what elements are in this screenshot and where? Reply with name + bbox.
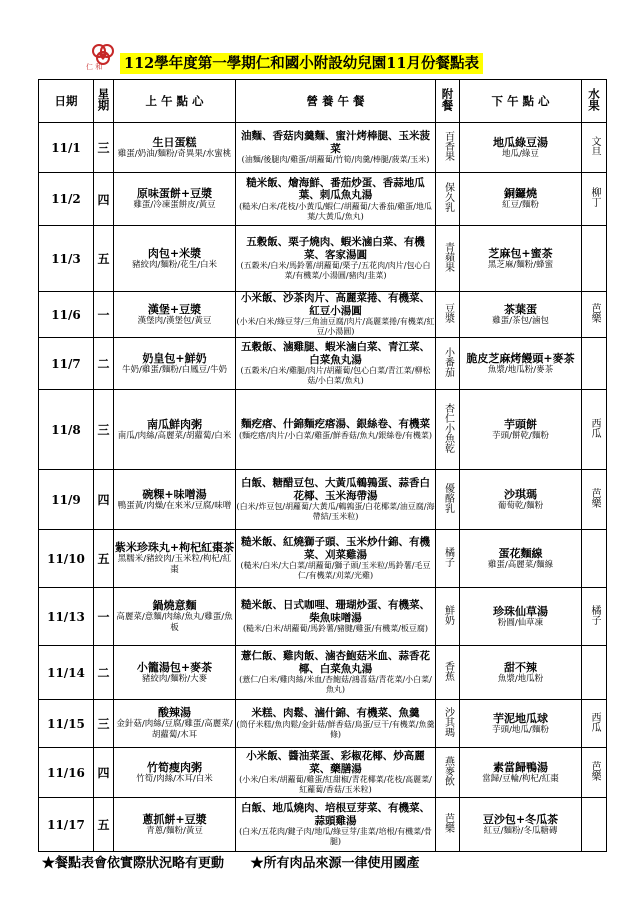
lunch-ingredients: (五穀米/白米/雞腿/肉片/胡蘿蔔/包心白菜/青江菜/柳松菇/小白菜/魚丸) <box>240 366 431 385</box>
cell-side: 小番茄 <box>436 338 460 390</box>
page-header <box>0 0 640 82</box>
cell-fruit <box>582 530 607 588</box>
cell-date: 11/9 <box>39 470 94 530</box>
lunch-ingredients: (糙米/白米/花枝/小黃瓜/蝦仁/胡蘿蔔/大番茄/雞蛋/地瓜葉/大黃瓜/魚丸) <box>239 201 432 221</box>
cell-pm-snack <box>460 530 582 588</box>
cell-pm-snack <box>460 748 582 798</box>
cell-date: 11/17 <box>39 798 94 852</box>
cell-pm-snack <box>460 226 582 292</box>
cell-date: 11/7 <box>39 338 94 390</box>
lunch-ingredients: (麵疙瘩/肉片/小白菜/雞蛋/鮮香菇/魚丸/銀絲卷/有機菜) <box>238 430 433 440</box>
cell-am-snack <box>114 470 236 530</box>
table-row <box>39 798 607 852</box>
cell-am-snack <box>114 646 236 700</box>
cell-fruit: 西瓜 <box>582 700 607 748</box>
lunch-dishes: 五穀飯、栗子燒肉、蝦米滷白菜、有機菜、客家湯圓 <box>246 236 425 261</box>
lunch-ingredients: (白米/炸豆包/胡蘿蔔/大黃瓜/鵪鶉蛋/白花椰菜/油豆腐/海帶結/玉米粒) <box>236 502 435 521</box>
cell-side: 優酪乳 <box>436 470 460 530</box>
cell-side: 百香果 <box>436 123 460 173</box>
cell-day: 一 <box>94 588 114 646</box>
cell-lunch <box>236 470 436 530</box>
cell-pm-snack <box>460 588 582 646</box>
lunch-dishes: 米糕、肉鬆、滷什錦、有機菜、魚羹 <box>251 707 420 720</box>
cell-day: 五 <box>94 798 114 852</box>
cell-am-snack <box>114 700 236 748</box>
cell-date: 11/3 <box>39 226 94 292</box>
lunch-dishes: 小米飯、醬油菜蛋、彩椒花椰、炒高麗菜、藥膳湯 <box>246 750 425 775</box>
am-snack-name: 漢堡+豆漿 <box>147 302 202 316</box>
footer-note-2: ★所有肉品來源一律使用國產 <box>250 856 420 871</box>
pm-snack-ingredients: 芋頭/地瓜/麵粉 <box>492 724 549 735</box>
menu-table <box>38 79 607 852</box>
lunch-dishes: 薏仁飯、雞肉飯、滷杏鮑菇米血、蒜香花椰、白菜魚丸湯 <box>241 650 430 675</box>
cell-day: 一 <box>94 292 114 338</box>
pm-snack-name: 地瓜綠豆湯 <box>493 135 548 149</box>
lunch-ingredients: (白米/五花肉/鍵子肉/地瓜/綠豆芽/韭菜/培根/有機菜/骨腿) <box>239 827 432 846</box>
pm-snack-name: 沙琪瑪 <box>504 487 537 501</box>
am-snack-ingredients: 豬絞肉/麵粉/花生/白米 <box>131 259 218 270</box>
cell-fruit: 西瓜 <box>582 390 607 470</box>
am-snack-name: 酸辣湯 <box>158 706 191 719</box>
am-snack-name: 紫米珍珠丸+枸杞紅棗茶 <box>114 541 235 554</box>
menu-body <box>39 123 607 852</box>
pm-snack-ingredients: 魚漿/地瓜粉/麥茶 <box>487 364 554 375</box>
header-day: 星期 <box>94 80 114 123</box>
cell-side: 沙其瑪 <box>436 700 460 748</box>
cell-pm-snack <box>460 123 582 173</box>
pm-snack-name: 芋頭餅 <box>504 417 537 431</box>
lunch-ingredients: (五穀米/白米/馬鈴薯/胡蘿蔔/栗子/五花肉/肉片/包心白菜/有機菜/小湯圓/豬肉/韭菜) <box>240 261 431 280</box>
table-row <box>39 123 607 173</box>
cell-pm-snack <box>460 390 582 470</box>
header-pm-snack: 下 午 點 心 <box>460 80 582 123</box>
lunch-ingredients: (筒仔米糕/魚肉鬆/金針菇/鮮香菇/鳥蛋/豆干/有機菜/魚羹條) <box>236 719 435 739</box>
pm-snack-name: 脆皮芝麻烤饅頭+麥茶 <box>466 351 575 365</box>
lunch-dishes: 糙米飯、紅燒獅子頭、玉米炒什錦、有機菜、刈菜雞湯 <box>241 536 430 561</box>
lunch-dishes: 白飯、糖醋豆包、大黃瓜鵪鶉蛋、蒜香白花椰、玉米海帶湯 <box>241 477 430 502</box>
pm-snack-ingredients: 芋頭/餅乾/麵粉 <box>492 430 549 441</box>
cell-lunch <box>236 588 436 646</box>
am-snack-ingredients: 雞蛋/奶油/麵粉/奇異果/水蜜桃 <box>117 148 232 159</box>
lunch-dishes: 五穀飯、滷雞腿、蝦米滷白菜、青江菜、白菜魚丸湯 <box>241 341 430 366</box>
table-row <box>39 588 607 646</box>
cell-pm-snack <box>460 700 582 748</box>
cell-side: 保久乳 <box>436 173 460 226</box>
lunch-ingredients: (小米/白米/胡蘿蔔/雞蛋/紅甜椒/青花椰菜/花枝/高麗菜/紅蘿蔔/香菇/玉米粒) <box>239 775 432 794</box>
am-snack-name: 碗粿+味噌湯 <box>142 487 207 501</box>
pm-snack-name: 素當歸鴨湯 <box>493 760 548 774</box>
pm-snack-ingredients: 雞蛋/高麗菜/麵線 <box>487 559 554 570</box>
cell-lunch <box>236 390 436 470</box>
lunch-ingredients: (糙米/白米/胡蘿蔔/馬鈴薯/豬腱/雞蛋/有機菜/板豆腐) <box>242 624 429 633</box>
header-am-snack: 上 午 點 心 <box>114 80 236 123</box>
page-title: 112學年度第一學期仁和國小附設幼兒園11月份餐點表 <box>120 53 483 74</box>
lunch-dishes: 糙米飯、燴海鮮、番茄炒蛋、香蒜地瓜葉、刺瓜魚丸湯 <box>246 176 425 201</box>
cell-date: 11/10 <box>39 530 94 588</box>
table-row <box>39 173 607 226</box>
cell-lunch <box>236 292 436 338</box>
am-snack-ingredients: 竹筍/肉絲/木耳/白米 <box>136 773 213 784</box>
table-row <box>39 390 607 470</box>
table-row <box>39 338 607 390</box>
lunch-dishes: 白飯、地瓜燒肉、培根豆芽菜、有機菜、蒜頭雞湯 <box>241 802 430 827</box>
cell-am-snack <box>114 338 236 390</box>
am-snack-name: 奶皇包+鮮奶 <box>142 351 207 365</box>
footer-note-1: ★餐點表會依實際狀況略有更動 <box>42 856 225 871</box>
cell-am-snack <box>114 226 236 292</box>
am-snack-name: 肉包+米漿 <box>147 246 202 260</box>
cell-lunch <box>236 748 436 798</box>
cell-fruit: 柳丁 <box>582 173 607 226</box>
cell-am-snack <box>114 748 236 798</box>
cell-fruit <box>582 798 607 852</box>
cell-side: 杏仁小魚乾 <box>436 390 460 470</box>
cell-day: 二 <box>94 338 114 390</box>
cell-fruit: 橘子 <box>582 588 607 646</box>
am-snack-ingredients: 青蔥/麵粉/黃豆 <box>146 825 203 836</box>
pm-snack-name: 蛋花麵線 <box>498 546 543 560</box>
lunch-ingredients: (小米/白米/綠豆芽/三角油豆腐/肉片/高麗菜捲/有機菜/紅豆/小湯圓) <box>236 317 435 336</box>
cell-pm-snack <box>460 173 582 226</box>
table-row <box>39 292 607 338</box>
cell-side: 鮮奶 <box>436 588 460 646</box>
cell-day: 二 <box>94 646 114 700</box>
cell-pm-snack <box>460 798 582 852</box>
cell-pm-snack <box>460 338 582 390</box>
cell-date: 11/15 <box>39 700 94 748</box>
header-lunch: 營 養 午 餐 <box>236 80 436 123</box>
cell-day: 四 <box>94 748 114 798</box>
table-row <box>39 470 607 530</box>
pm-snack-name: 芝麻包+蜜茶 <box>488 246 553 260</box>
header-side: 附餐 <box>436 80 460 123</box>
cell-am-snack <box>114 530 236 588</box>
cell-fruit: 文旦 <box>582 123 607 173</box>
cell-side: 燕麥飲 <box>436 748 460 798</box>
am-snack-name: 小籠湯包+麥茶 <box>136 660 213 674</box>
lunch-ingredients: (糙米/白米/大白菜/胡蘿蔔/獅子頭/玉米粒/馬鈴薯/毛豆仁/有機菜/刈菜/光雞) <box>240 561 431 580</box>
pm-snack-name: 芋泥地瓜球 <box>493 711 548 725</box>
cell-am-snack <box>114 798 236 852</box>
cell-pm-snack <box>460 646 582 700</box>
am-snack-ingredients: 南瓜/肉絲/高麗菜/胡蘿蔔/白米 <box>117 430 232 441</box>
table-row <box>39 530 607 588</box>
am-snack-name: 蔥抓餅+豆漿 <box>142 812 207 826</box>
cell-lunch <box>236 530 436 588</box>
cell-fruit <box>582 226 607 292</box>
pm-snack-ingredients: 魚漿/地瓜粉 <box>497 673 544 684</box>
am-snack-name: 南瓜鮮肉粥 <box>147 417 202 431</box>
pm-snack-ingredients: 紅豆/麵粉/冬瓜糖磚 <box>483 825 558 836</box>
pm-snack-ingredients: 葡萄乾/麵粉 <box>497 500 544 511</box>
am-snack-ingredients: 高麗菜/意麵/肉絲/魚丸/雞蛋/魚板 <box>116 612 233 633</box>
cell-date: 11/16 <box>39 748 94 798</box>
cell-pm-snack <box>460 292 582 338</box>
cell-fruit <box>582 646 607 700</box>
cell-day: 四 <box>94 470 114 530</box>
cell-date: 11/14 <box>39 646 94 700</box>
cell-side: 橘子 <box>436 530 460 588</box>
cell-lunch <box>236 123 436 173</box>
header-date: 日期 <box>39 80 94 123</box>
pm-snack-ingredients: 紅豆/麵粉 <box>502 200 539 210</box>
cell-fruit: 芭樂 <box>582 292 607 338</box>
pm-snack-ingredients: 當歸/豆輪/枸杞/紅棗 <box>482 773 559 784</box>
cell-day: 三 <box>94 700 114 748</box>
pm-snack-name: 茶葉蛋 <box>504 302 537 316</box>
pm-snack-ingredients: 雞蛋/茶包/滷包 <box>492 315 549 326</box>
cell-am-snack <box>114 123 236 173</box>
cell-day: 三 <box>94 123 114 173</box>
pm-snack-name: 銅鑼燒 <box>504 187 537 200</box>
lunch-ingredients: (油麵/後腿肉/雞蛋/胡蘿蔔/竹筍/肉羹/棒腿/菠菜/玉米) <box>241 155 430 164</box>
am-snack-name: 竹筍瘦肉粥 <box>147 760 202 774</box>
cell-side: 芭樂 <box>436 798 460 852</box>
header-fruit: 水果 <box>582 80 607 123</box>
cell-day: 四 <box>94 173 114 226</box>
pm-snack-ingredients: 粉圓/仙草凍 <box>497 617 544 628</box>
am-snack-ingredients: 漢堡肉/漢堡包/黃豆 <box>137 315 212 326</box>
table-row <box>39 226 607 292</box>
table-header-row <box>39 80 607 123</box>
pm-snack-name: 珍珠仙草湯 <box>493 604 548 618</box>
cell-lunch <box>236 173 436 226</box>
cell-fruit: 芭樂 <box>582 748 607 798</box>
cell-date: 11/2 <box>39 173 94 226</box>
am-snack-name: 鍋燒意麵 <box>152 599 197 612</box>
pm-snack-name: 豆沙包+冬瓜茶 <box>482 812 559 826</box>
cell-lunch <box>236 646 436 700</box>
cell-side: 香蕉 <box>436 646 460 700</box>
cell-date: 11/1 <box>39 123 94 173</box>
cell-lunch <box>236 226 436 292</box>
footer-notes <box>42 852 420 871</box>
am-snack-ingredients: 豬絞肉/麵粉/大麥 <box>141 673 208 684</box>
cell-day: 三 <box>94 390 114 470</box>
logo-text: 仁 和 <box>86 63 103 71</box>
pm-snack-ingredients: 地瓜/綠豆 <box>502 148 539 159</box>
lunch-dishes: 小米飯、沙茶肉片、高麗菜捲、有機菜、紅豆小湯圓 <box>241 292 430 317</box>
am-snack-ingredients: 黑糯米/豬絞肉/玉米粒/枸杞/紅棗 <box>117 554 232 575</box>
lunch-dishes: 油麵、香菇肉羹麵、蜜汁烤棒腿、玉米菠菜 <box>241 130 430 155</box>
cell-side: 豆漿 <box>436 292 460 338</box>
cell-lunch <box>236 700 436 748</box>
cell-am-snack <box>114 390 236 470</box>
cell-lunch <box>236 798 436 852</box>
am-snack-name: 原味蛋餅+豆漿 <box>136 187 213 200</box>
cell-fruit <box>582 338 607 390</box>
cell-date: 11/6 <box>39 292 94 338</box>
am-snack-ingredients: 雞蛋/冷凍蛋餅皮/黃豆 <box>133 200 216 210</box>
cell-am-snack <box>114 173 236 226</box>
am-snack-ingredients: 金針菇/肉絲/豆腐/雞蛋/高麗菜/胡蘿蔔/木耳 <box>116 719 233 740</box>
cell-am-snack <box>114 292 236 338</box>
cell-lunch <box>236 338 436 390</box>
pm-snack-name: 甜不辣 <box>504 660 537 674</box>
cell-date: 11/8 <box>39 390 94 470</box>
lunch-dishes: 糙米飯、日式咖哩、珊瑚炒蛋、有機菜、柴魚味噌湯 <box>241 599 430 624</box>
cell-fruit: 芭樂 <box>582 470 607 530</box>
cell-am-snack <box>114 588 236 646</box>
am-snack-ingredients: 牛奶/雞蛋/麵粉/白鳳豆/牛奶 <box>122 364 227 375</box>
lunch-ingredients: (薏仁/白米/雞肉絲/米血/杏鮑菇/鴻喜菇/青花菜/小白菜/魚丸) <box>239 675 432 694</box>
am-snack-ingredients: 鴨蛋黃/肉燥/在來米/豆腐/味噌 <box>117 500 232 511</box>
cell-pm-snack <box>460 470 582 530</box>
lunch-dishes: 麵疙瘩、什錦麵疙瘩湯、銀絲卷、有機菜 <box>241 418 430 431</box>
cell-day: 五 <box>94 226 114 292</box>
table-row <box>39 646 607 700</box>
pm-snack-ingredients: 黑芝麻/麵粉/蜂蜜 <box>487 259 554 270</box>
cell-side: 青蘋果 <box>436 226 460 292</box>
table-row <box>39 700 607 748</box>
cell-day: 五 <box>94 530 114 588</box>
cell-date: 11/13 <box>39 588 94 646</box>
am-snack-name: 生日蛋糕 <box>152 135 197 149</box>
table-row <box>39 748 607 798</box>
